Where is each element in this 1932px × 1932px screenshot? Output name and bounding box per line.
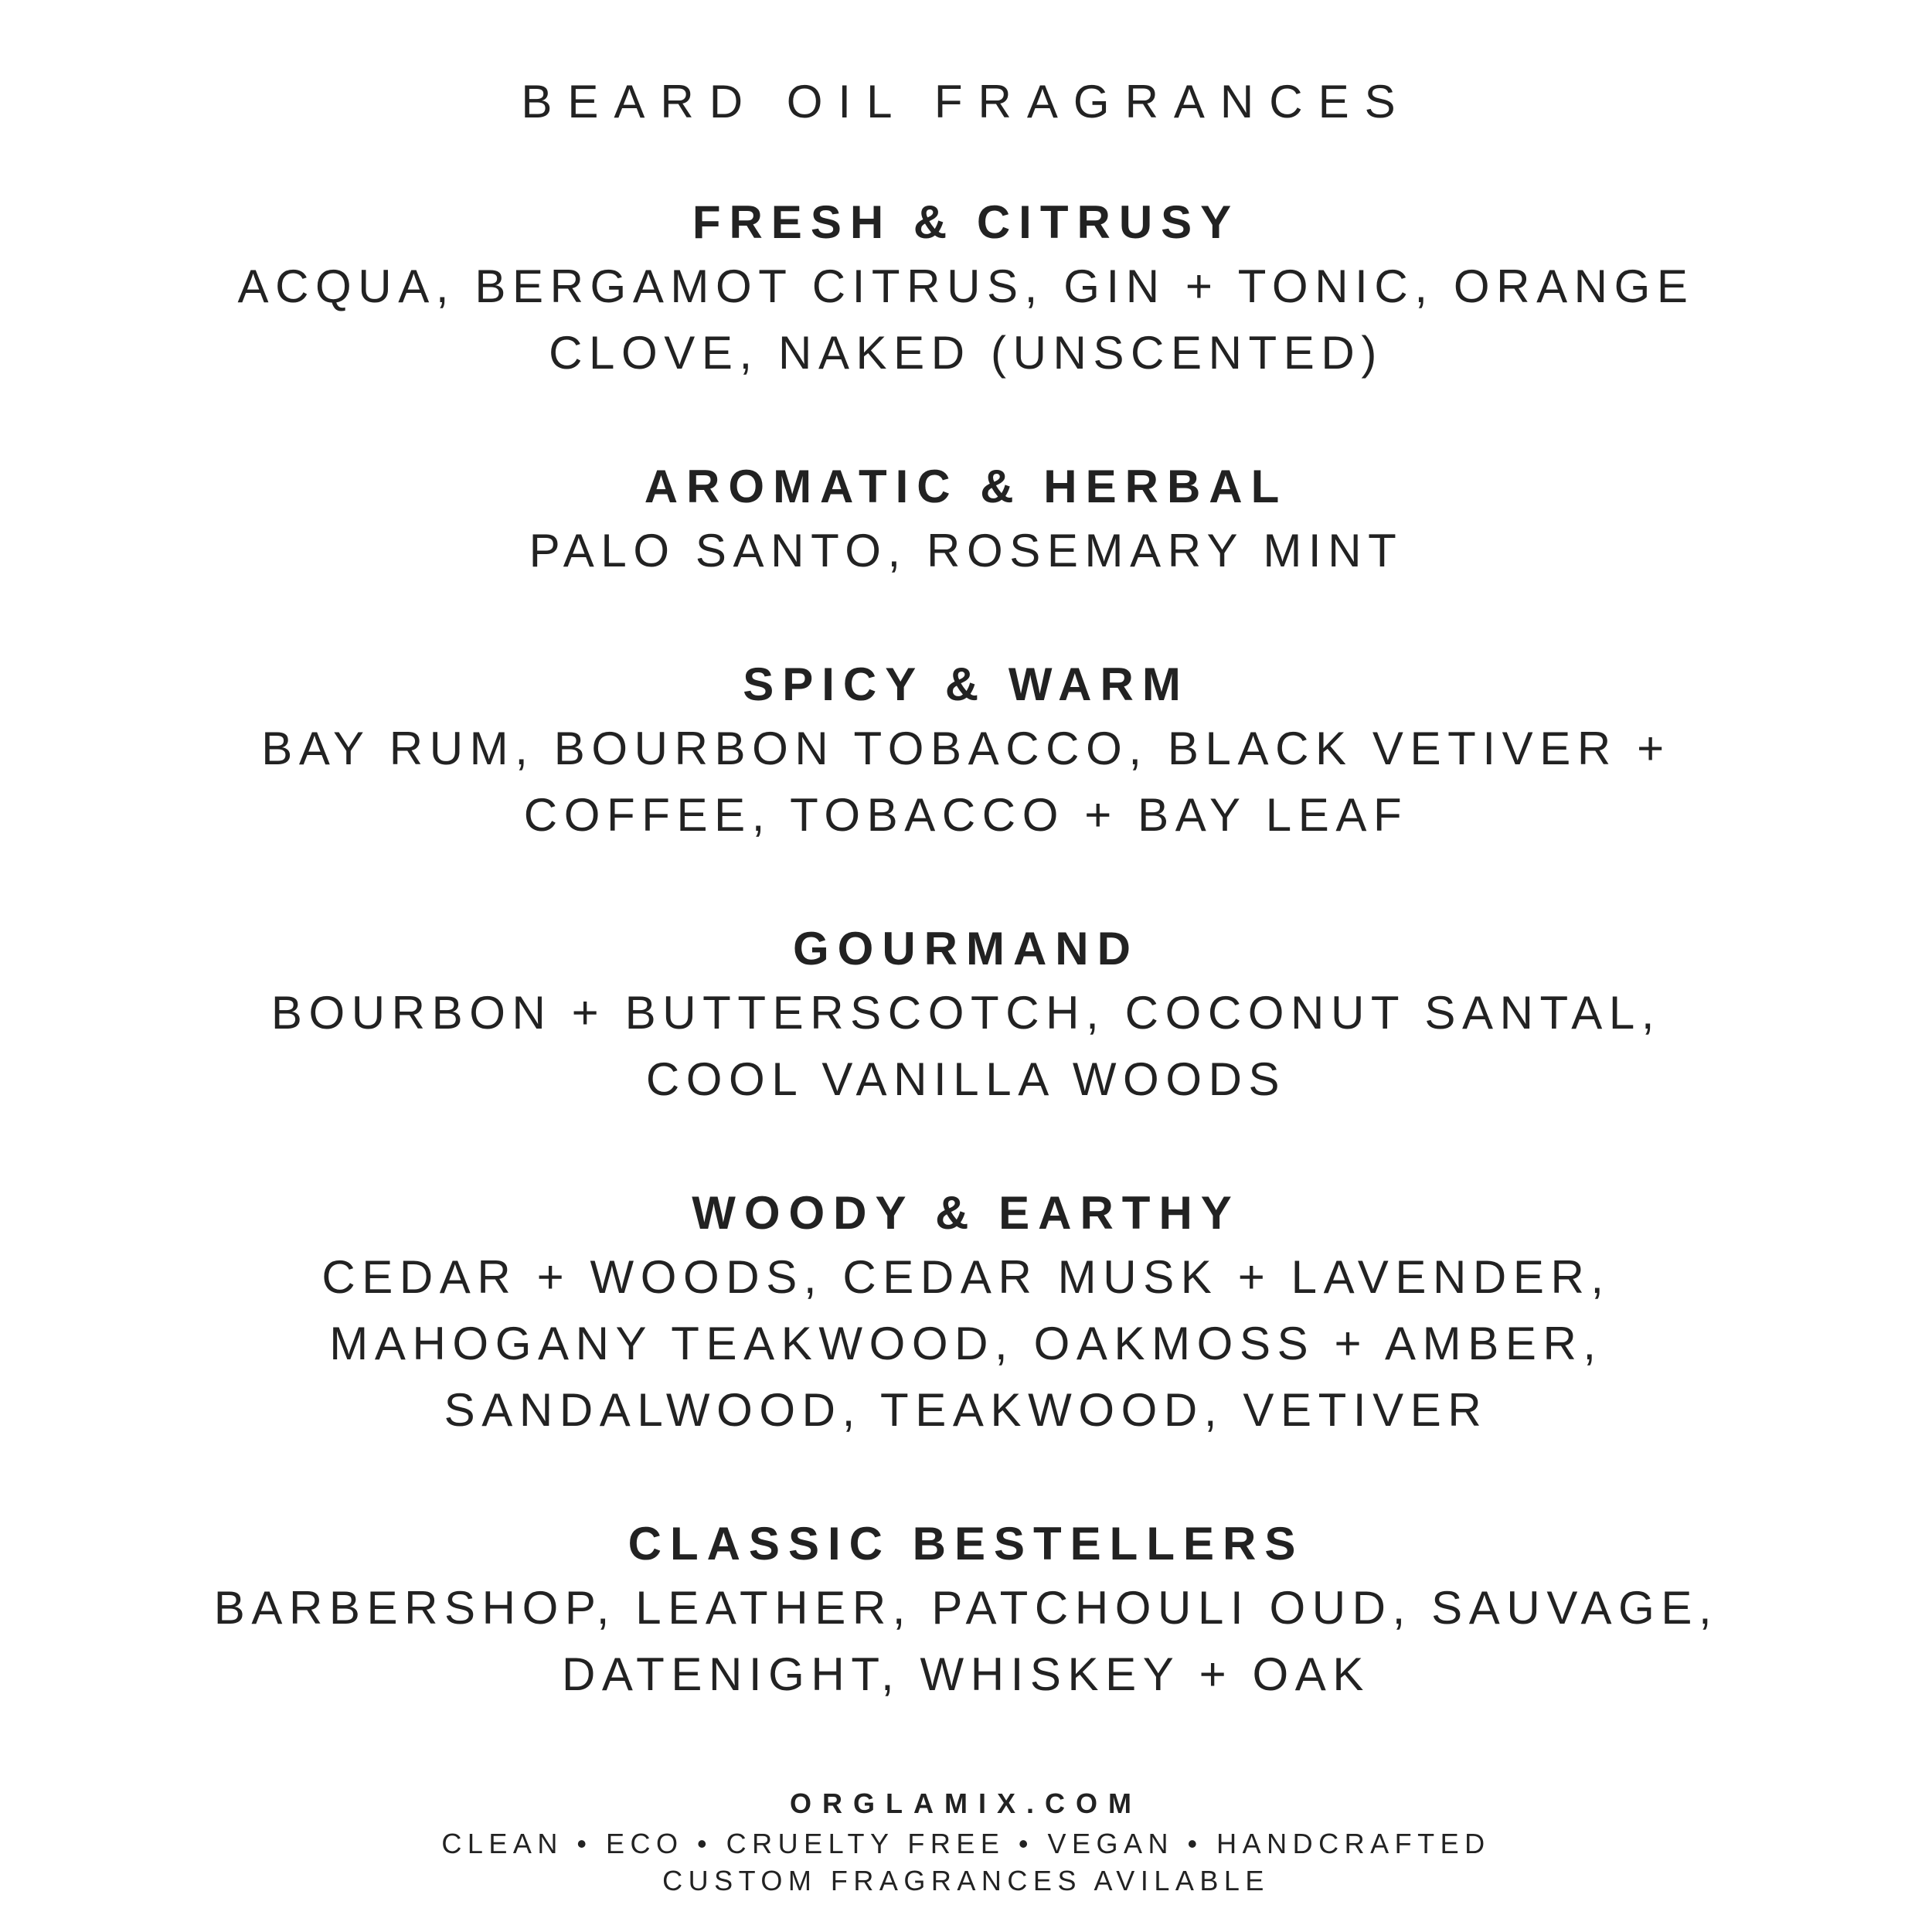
section-fresh-citrusy — [116, 192, 1816, 386]
section-heading: GOURMAND — [793, 923, 1139, 975]
section-heading: CLASSIC BESTELLERS — [628, 1518, 1304, 1570]
fragrance-line: ACQUA, BERGAMOT CITRUS, GIN + TONIC, ORANGE — [237, 260, 1695, 312]
fragrance-line: SANDALWOOD, TEAKWOOD, VETIVER — [444, 1384, 1488, 1436]
fragrance-line: CEDAR + WOODS, CEDAR MUSK + LAVENDER, — [321, 1251, 1611, 1303]
fragrance-line: DATENIGHT, WHISKEY + OAK — [561, 1648, 1371, 1700]
section-gourmand — [116, 918, 1816, 1113]
footer-tagline: CLEAN • ECO • CRUELTY FREE • VEGAN • HANDCRAFTED — [441, 1828, 1491, 1859]
section-heading: FRESH & CITRUSY — [692, 196, 1240, 248]
page-title: BEARD OIL FRAGRANCES — [521, 76, 1411, 128]
section-woody-earthy — [116, 1182, 1816, 1444]
fragrance-line: BARBERSHOP, LEATHER, PATCHOULI OUD, SAUVAGE, — [213, 1582, 1719, 1634]
section-heading: AROMATIC & HERBAL — [644, 461, 1288, 512]
fragrance-line: MAHOGANY TEAKWOOD, OAKMOSS + AMBER, — [329, 1318, 1603, 1369]
fragrance-line: COFFEE, TOBACCO + BAY LEAF — [523, 789, 1409, 841]
footer-website: ORGLAMIX.COM — [790, 1787, 1142, 1819]
fragrance-line: COOL VANILLA WOODS — [645, 1053, 1287, 1105]
section-heading: WOODY & EARTHY — [692, 1187, 1240, 1239]
section-heading: SPICY & WARM — [743, 658, 1189, 710]
footer-custom-note: CUSTOM FRAGRANCES AVILABLE — [662, 1865, 1270, 1896]
section-classic-bestellers — [116, 1513, 1816, 1708]
fragrance-line: BAY RUM, BOURBON TOBACCO, BLACK VETIVER + — [261, 723, 1671, 774]
section-spicy-warm — [116, 654, 1816, 849]
section-aromatic-herbal — [116, 456, 1816, 584]
fragrance-line: CLOVE, NAKED (UNSCENTED) — [549, 327, 1383, 379]
fragrance-line: BOURBON + BUTTERSCOTCH, COCONUT SANTAL, — [270, 987, 1662, 1039]
fragrance-line: PALO SANTO, ROSEMARY MINT — [529, 525, 1403, 577]
